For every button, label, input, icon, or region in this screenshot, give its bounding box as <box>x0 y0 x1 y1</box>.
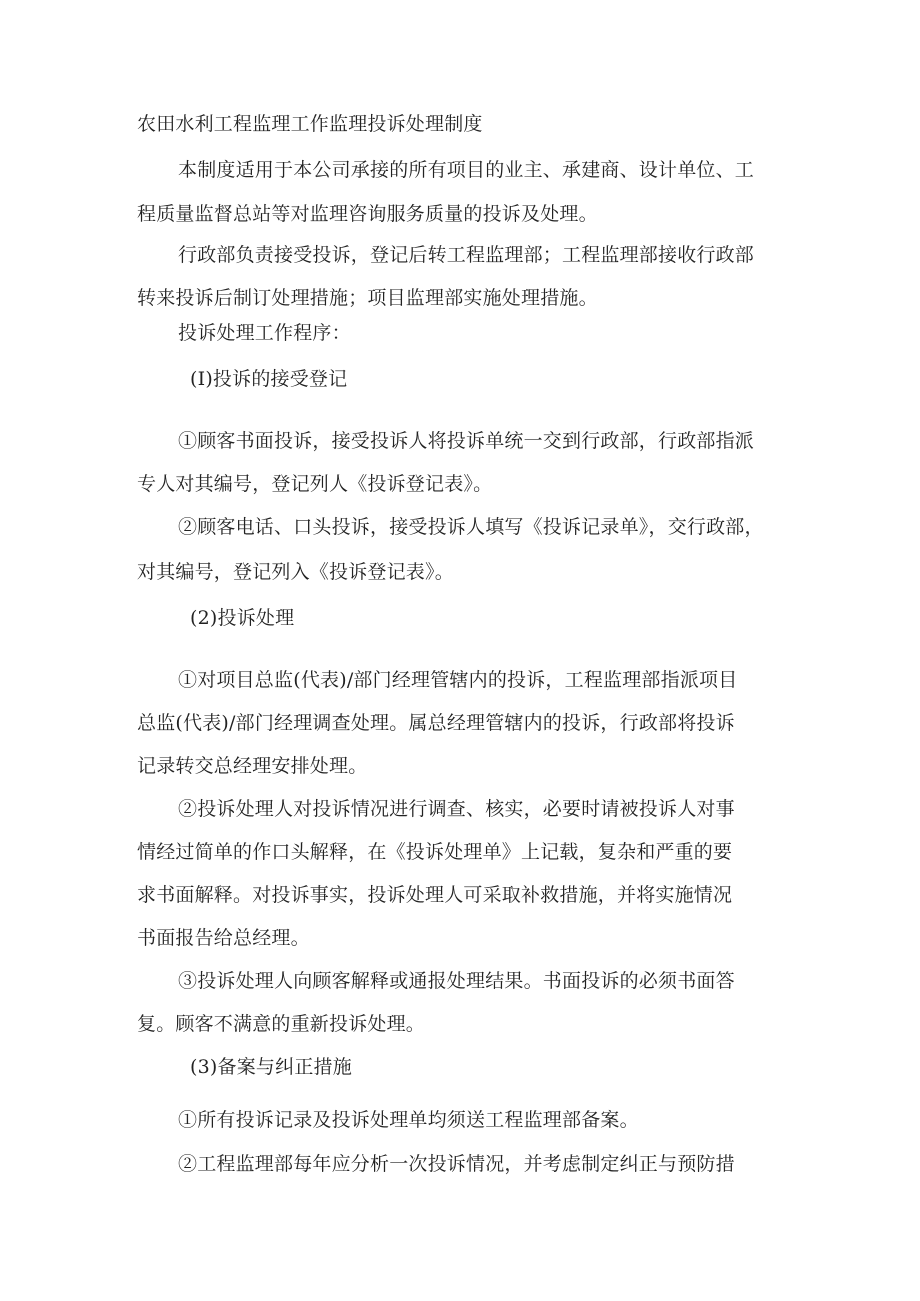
paragraph-line: ①顾客书面投诉，接受投诉人将投诉单统一交到行政部，行政部指派 <box>178 430 755 452</box>
paragraph-line: 专人对其编号，登记列人《投诉登记表》。 <box>137 473 493 495</box>
paragraph-line: 程质量监督总站等对监理咨询服务质量的投诉及处理。 <box>137 203 598 225</box>
paragraph-line: 本制度适用于本公司承接的所有项目的业主、承建商、设计单位、工 <box>178 159 755 181</box>
paragraph-line: ②工程监理部每年应分析一次投诉情况，并考虑制定纠正与预防措 <box>178 1153 735 1175</box>
paragraph-line: ①所有投诉记录及投诉处理单均须送工程监理部备案。 <box>178 1109 639 1131</box>
paragraph-line: ②顾客电话、口头投诉，接受投诉人填写《投诉记录单》，交行政部， <box>178 516 764 538</box>
section-heading: (2)投诉处理 <box>190 607 295 629</box>
paragraph-line: ②投诉处理人对投诉情况进行调查、核实，必要时请被投诉人对事 <box>178 798 735 820</box>
paragraph-line: 记录转交总经理安排处理。 <box>137 755 368 777</box>
paragraph-line: ①对项目总监(代表)/部门经理管辖内的投诉，工程监理部指派项目 <box>178 669 738 691</box>
document-title: 农田水利工程监理工作监理投诉处理制度 <box>137 113 483 135</box>
paragraph-line: 转来投诉后制订处理措施；项目监理部实施处理措施。 <box>137 287 598 309</box>
paragraph-line: 投诉处理工作程序： <box>178 322 351 344</box>
paragraph-line: 行政部负责接受投诉，登记后转工程监理部；工程监理部接收行政部 <box>178 244 755 266</box>
paragraph-line: 对其编号，登记列入《投诉登记表》。 <box>137 561 454 583</box>
section-heading: (I)投诉的接受登记 <box>190 368 348 390</box>
paragraph-line: 求书面解释。对投诉事实，投诉处理人可采取补救措施，并将实施情况 <box>137 884 733 906</box>
paragraph-line: ③投诉处理人向顾客解释或通报处理结果。书面投诉的必须书面答 <box>178 970 735 992</box>
paragraph-line: 书面报告给总经理。 <box>137 927 310 949</box>
section-heading: (3)备案与纠正措施 <box>190 1056 352 1078</box>
paragraph-line: 情经过简单的作口头解释，在《投诉处理单》上记载，复杂和严重的要 <box>137 841 733 863</box>
paragraph-line: 复。顾客不满意的重新投诉处理。 <box>137 1013 426 1035</box>
paragraph-line: 总监(代表)/部门经理调查处理。属总经理管辖内的投诉，行政部将投诉 <box>137 712 735 734</box>
